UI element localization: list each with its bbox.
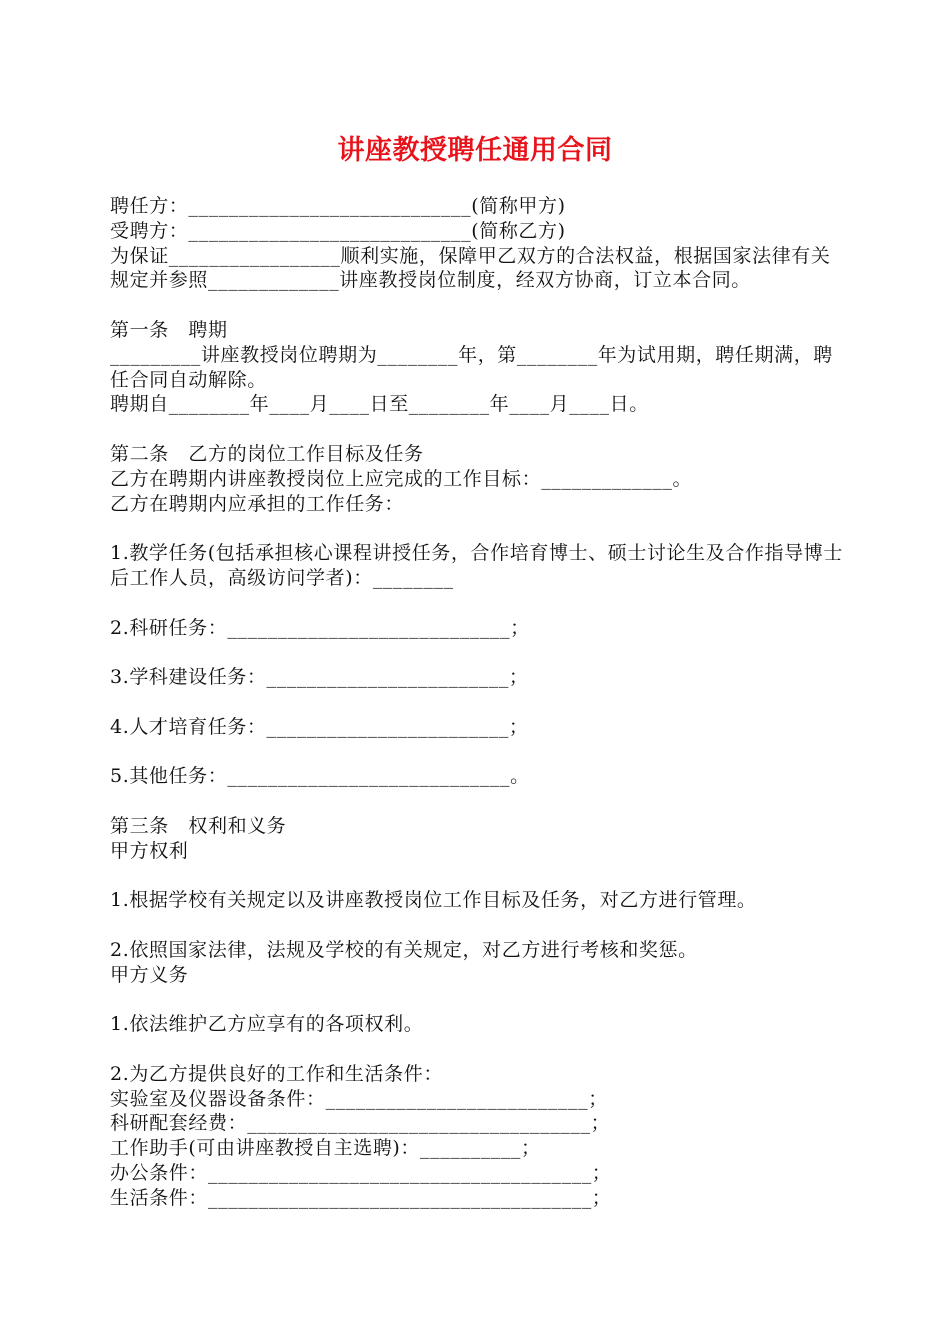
work-goal-line: 乙方在聘期内讲座教授岗位上应完成的工作目标：_____________。 — [110, 467, 693, 490]
work-tasks-intro: 乙方在聘期内应承担的工作任务： — [110, 492, 405, 515]
party-b-line: 受聘方：____________________________(简称乙方) — [110, 219, 566, 242]
article-1-heading: 第一条 聘期 — [110, 318, 228, 341]
blank-line — [110, 591, 844, 616]
blank-line — [110, 988, 844, 1013]
document-title: 讲座教授聘任通用合同 — [337, 135, 613, 166]
task-teaching: 1.教学任务(包括承担核心课程讲授任务，合作培育博士、硕士讨论生及合作指导博士后工作人员，高级访问学者)：________ — [110, 542, 843, 589]
article-1-term: _________讲座教授岗位聘期为________年，第________年为试用期，聘任期满，聘任合同自动解除。 — [110, 343, 833, 391]
blank-line — [110, 789, 844, 814]
task-other: 5.其他任务：____________________________。 — [110, 765, 530, 788]
task-talent: 4.人才培育任务：________________________； — [110, 715, 529, 738]
task-discipline: 3.学科建设任务：________________________； — [110, 666, 529, 689]
preamble: 为保证_________________顺利实施，保障甲乙双方的合法权益，根据国家法律有关规定并参照_____________讲座教授岗位制度，经双方协商，订立本合同。 — [110, 244, 831, 292]
task-research: 2.科研任务：____________________________； — [110, 616, 530, 639]
office-line: 办公条件：______________________________________； — [110, 1162, 612, 1185]
blank-line — [110, 864, 844, 889]
right-1: 1.根据学校有关规定以及讲座教授岗位工作目标及任务，对乙方进行管理。 — [110, 889, 757, 912]
party-a-line: 聘任方：____________________________(简称甲方) — [110, 195, 566, 217]
article-1-dates: 聘期自________年____月____日至________年____月____日。 — [110, 393, 649, 416]
assistant-line: 工作助手(可由讲座教授自主选聘)：__________； — [110, 1137, 541, 1160]
duty-1: 1.依法维护乙方应享有的各项权利。 — [110, 1013, 424, 1036]
party-a-duties-heading: 甲方义务 — [110, 963, 189, 986]
blank-line — [110, 1037, 844, 1062]
contract-body — [110, 194, 844, 1211]
blank-line — [110, 690, 844, 715]
blank-line — [110, 417, 844, 442]
blank-line — [110, 913, 844, 938]
blank-line — [110, 293, 844, 318]
party-a-rights-heading: 甲方权利 — [110, 839, 189, 862]
blank-line — [110, 640, 844, 665]
right-2: 2.依照国家法律，法规及学校的有关规定，对乙方进行考核和奖惩。 — [110, 938, 698, 961]
research-funding-line: 科研配套经费：__________________________________； — [110, 1112, 611, 1135]
article-2-heading: 第二条 乙方的岗位工作目标及任务 — [110, 442, 424, 465]
blank-line — [110, 740, 844, 765]
article-3-heading: 第三条 权利和义务 — [110, 814, 287, 837]
blank-line — [110, 516, 844, 541]
lab-equipment-line: 实验室及仪器设备条件：__________________________； — [110, 1087, 608, 1110]
living-line: 生活条件：______________________________________； — [110, 1186, 612, 1209]
duty-2: 2.为乙方提供良好的工作和生活条件： — [110, 1062, 443, 1085]
